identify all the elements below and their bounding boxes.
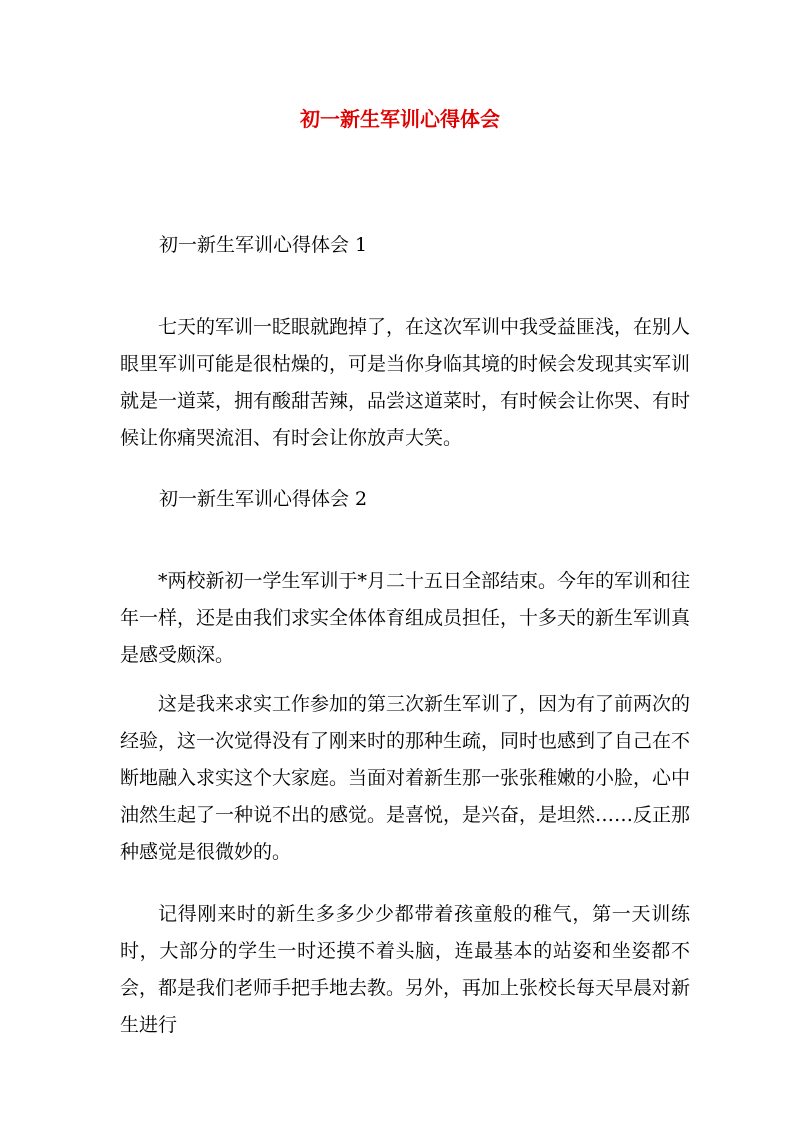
section-2-heading: 初一新生军训心得体会 2 <box>159 488 368 510</box>
section-2-paragraph-1: *两校新初一学生军训于*月二十五日全部结束。今年的军训和往年一样，还是由我们求实全体体育组成员担任，十多天的新生军训真是感受颇深。 <box>120 570 691 666</box>
section-2-paragraph-3: 记得刚来时的新生多多少少都带着孩童般的稚气，第一天训练时，大部分的学生一时还摸不着头脑，连最基本的站姿和坐姿都不会，都是我们老师手把手地去教。另外，再加上张校长每天早晨对新生进行 <box>120 903 691 1036</box>
section-2-paragraph-2: 这是我来求实工作参加的第三次新生军训了，因为有了前两次的经验，这一次觉得没有了刚来时的那种生疏，同时也感到了自己在不断地融入求实这个大家庭。当面对着新生那一张张稚嫩的小脸，心中油然生起了一种说不出的感觉。是喜悦，是兴奋，是坦然……反正那种感觉是很微妙的。 <box>120 693 691 863</box>
section-1-paragraph-1: 七天的军训一眨眼就跑掉了，在这次军训中我受益匪浅，在别人眼里军训可能是很枯燥的，可是当你身临其境的时候会发现其实军训就是一道菜，拥有酸甜苦辣，品尝这道菜时，有时候会让你哭、有时候让你痛哭流泪、有时会让你放声大笑。 <box>120 316 691 449</box>
section-1-heading: 初一新生军训心得体会 1 <box>159 234 368 256</box>
document-title: 初一新生军训心得体会 <box>300 107 500 131</box>
